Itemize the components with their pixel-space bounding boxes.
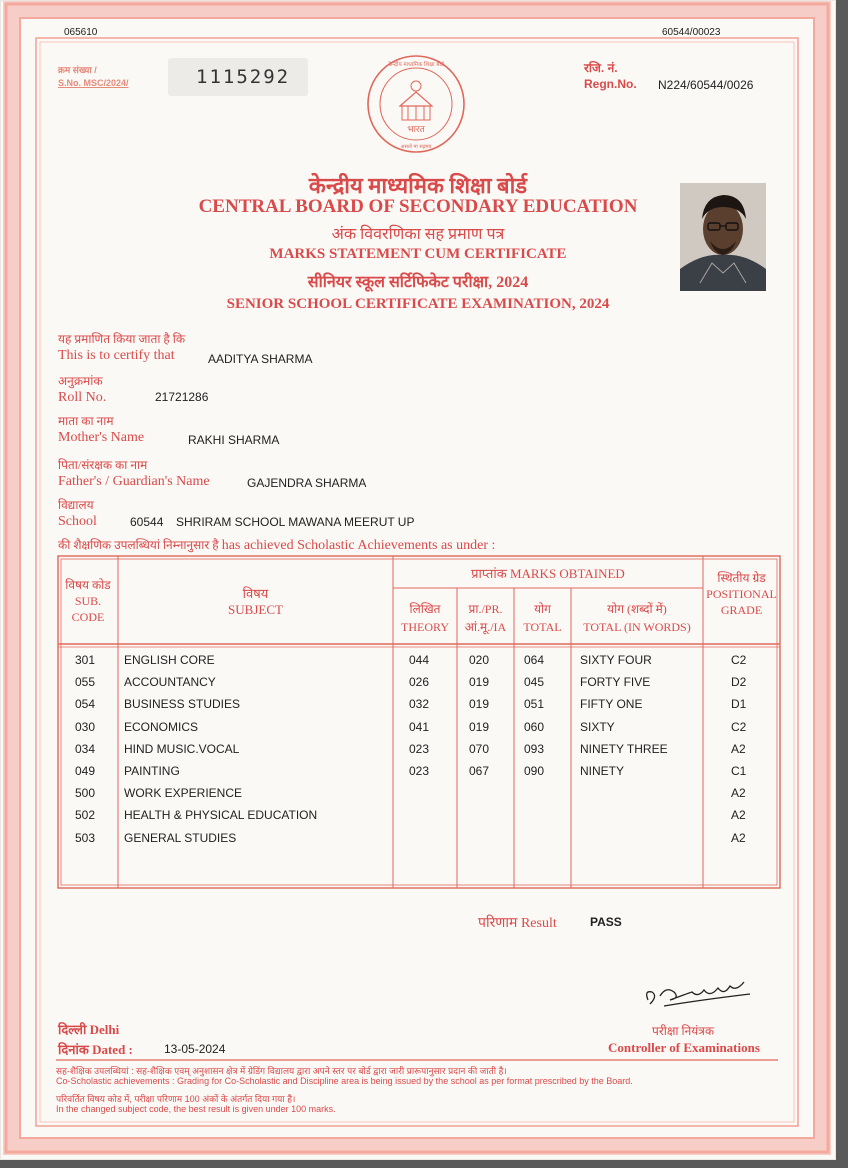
header-sub-code-en2: CODE (71, 610, 105, 624)
header-grade-hi: स्थितीय ग्रेड (717, 571, 766, 585)
school-name: SHRIRAM SCHOOL MAWANA MEERUT UP (176, 515, 415, 529)
cell-total-words: NINETY (580, 764, 625, 778)
emblem-motto: असतो मा सद्गमय (400, 144, 432, 150)
cell-practical: 019 (469, 675, 490, 690)
cell-theory: 032 (409, 697, 430, 712)
serial-left: 065610 (64, 27, 98, 38)
header-sub-code (60, 577, 116, 625)
school-label-hi: विद्यालय (58, 498, 94, 512)
cell-total: 090 (524, 764, 545, 778)
header-subject (118, 586, 393, 618)
mother-name: RAKHI SHARMA (188, 433, 280, 447)
cell-practical: 019 (469, 697, 490, 712)
cell-grade: A2 (731, 830, 746, 845)
dated-label-hi: दिनांक (58, 1042, 89, 1057)
school-label-en: School (58, 514, 97, 529)
father-name: GAJENDRA SHARMA (247, 476, 367, 490)
controller-label-hi: परीक्षा नियंत्रक (652, 1024, 715, 1038)
cell-total: 064 (524, 653, 545, 667)
cell-practical: 019 (469, 719, 490, 734)
header-subject-hi: विषय (242, 586, 269, 601)
mother-label-hi: माता का नाम (58, 414, 114, 428)
cell-sub-code: 034 (75, 741, 96, 756)
header-total-en: TOTAL (523, 620, 562, 634)
emblem-board-name: केन्द्रीय माध्यमिक शिक्षा बोर्ड (388, 62, 444, 68)
cell-grade: D1 (731, 697, 747, 712)
cell-total-words: NINETY THREE (580, 741, 668, 756)
board-name-en: CENTRAL BOARD OF SECONDARY EDUCATION (198, 196, 638, 217)
header-total-hi: योग (534, 602, 551, 616)
header-grade-en2: GRADE (720, 603, 763, 617)
doc-title-hi: अंक विवरणिका सह प्रमाण पत्र (331, 226, 505, 243)
result-label-hi: परिणाम (478, 916, 518, 931)
achievement-line-hi: की शैक्षणिक उपलब्धियां निम्नानुसार है (58, 538, 219, 552)
cell-subject: ACCOUNTANCY (124, 675, 216, 690)
cell-subject: BUSINESS STUDIES (124, 697, 241, 712)
achievement-line-en: has achieved Scholastic Achievements as under : (221, 538, 496, 553)
cell-total: 093 (524, 741, 545, 756)
cell-total-words: SIXTY (580, 719, 615, 734)
header-total-words-en: TOTAL (IN WORDS) (583, 620, 691, 634)
cell-grade: A2 (731, 808, 746, 823)
dated-label (58, 1040, 133, 1058)
footnote-changed-code-hi: परिवर्तित विषय कोड में, परीक्षा परिणाम 100 अंकों के अंतर्गत दिया गया है। (56, 1094, 296, 1104)
cell-sub-code: 503 (75, 830, 96, 845)
cell-practical: 067 (469, 764, 490, 778)
cell-theory: 023 (409, 741, 430, 756)
cell-subject: HIND MUSIC.VOCAL (124, 741, 240, 756)
school-code: 60544 (130, 515, 164, 529)
header-practical (457, 600, 514, 636)
result-value: PASS (590, 915, 622, 929)
cell-grade: C2 (731, 653, 747, 667)
roll-number: 21721286 (155, 390, 209, 404)
cell-theory: 041 (409, 719, 430, 734)
cell-grade: D2 (731, 675, 747, 690)
emblem-bharat: भारत (407, 125, 425, 135)
issue-date: 13-05-2024 (164, 1042, 226, 1056)
cell-theory: 023 (409, 764, 430, 778)
cell-subject: ECONOMICS (124, 719, 199, 734)
cell-total-words: FIFTY ONE (580, 697, 643, 712)
serial-no-value: 1115292 (196, 66, 291, 88)
father-label-hi: पिता/संरक्षक का नाम (58, 458, 148, 472)
roll-label-hi: अनुक्रमांक (58, 374, 103, 388)
cell-grade: C1 (731, 764, 747, 778)
header-practical-hi: प्रा./PR. (468, 602, 503, 616)
header-theory-hi: लिखित (409, 602, 441, 616)
regn-label-hi: रजि. नं. (584, 61, 618, 75)
dated-label-en: Dated : (92, 1042, 133, 1057)
mother-label-en: Mother's Name (58, 430, 145, 445)
result-label (478, 913, 557, 932)
cell-subject: ENGLISH CORE (124, 653, 215, 667)
cell-grade: A2 (731, 786, 746, 801)
cell-total-words: FORTY FIVE (580, 675, 651, 690)
cell-sub-code: 054 (75, 697, 96, 712)
regn-label-en: Regn.No. (584, 77, 637, 91)
cell-subject: HEALTH & PHYSICAL EDUCATION (124, 808, 318, 823)
doc-title-en: MARKS STATEMENT CUM CERTIFICATE (269, 246, 567, 262)
cell-total: 045 (524, 675, 545, 690)
place-en: Delhi (89, 1022, 120, 1037)
footnote-co-scholastic-hi: सह-शैक्षिक उपलब्धियां : सह-शैक्षिक एवम् अनुशासन क्षेत्र में ग्रेडिंग विद्यालय द्वारा अपने स्तर पर बोर्ड द्वारा जारी प्रारूपानुसार प्रदान की जाती है। (56, 1066, 507, 1076)
place-hi: दिल्ली (58, 1022, 87, 1037)
cell-sub-code: 055 (75, 675, 96, 690)
header-total (514, 600, 571, 636)
header-marks-obtained (393, 564, 703, 582)
place (58, 1020, 119, 1038)
regn-value: N224/60544/0026 (658, 78, 754, 92)
board-name-hi: केन्द्रीय माध्यमिक शिक्षा बोर्ड (308, 173, 528, 198)
controller-label-en: Controller of Examinations (608, 1040, 760, 1055)
controller-signature (640, 970, 760, 1012)
cell-grade: C2 (731, 719, 747, 734)
cell-total: 060 (524, 719, 545, 734)
footnote-changed-code-en: In the changed subject code, the best result is given under 100 marks. (56, 1104, 336, 1114)
cell-total-words: SIXTY FOUR (580, 653, 652, 667)
cell-theory: 044 (409, 653, 430, 667)
cell-sub-code: 500 (75, 786, 96, 801)
cell-theory: 026 (409, 675, 430, 690)
header-sub-code-en1: SUB. (74, 594, 102, 608)
header-practical-en: आं.मू./IA (464, 620, 507, 634)
cell-total: 051 (524, 697, 545, 712)
cell-subject: GENERAL STUDIES (124, 830, 237, 845)
cell-sub-code: 049 (75, 764, 96, 778)
cell-practical: 020 (469, 653, 490, 667)
roll-label-en: Roll No. (58, 390, 107, 405)
certify-label-en: This is to certify that (58, 348, 175, 363)
result-label-en: Result (520, 916, 557, 931)
serial-right: 60544/00023 (662, 27, 721, 38)
header-theory (393, 600, 457, 636)
father-label-en: Father's / Guardian's Name (58, 474, 210, 489)
cell-grade: A2 (731, 741, 746, 756)
cell-sub-code: 301 (75, 653, 96, 667)
cell-practical: 070 (469, 741, 490, 756)
header-subject-en: SUBJECT (228, 602, 283, 617)
serial-no-label-hi: क्रम संख्या / (58, 65, 97, 75)
footnote-co-scholastic-en: Co-Scholastic achievements : Grading for Co-Scholastic and Discipline area is being issued by the school as per format prescribed by the Board. (56, 1076, 633, 1086)
certify-label-hi: यह प्रमाणित किया जाता है कि (58, 332, 186, 346)
exam-name-en: SENIOR SCHOOL CERTIFICATE EXAMINATION, 2024 (226, 296, 610, 312)
header-grade-en1: POSITIONAL (706, 587, 777, 601)
header-total-words-hi: योग (शब्दों में) (607, 602, 667, 616)
header-marks-en: MARKS OBTAINED (509, 566, 625, 581)
header-total-words (571, 600, 703, 636)
cell-subject: PAINTING (124, 764, 180, 778)
header-grade (703, 570, 780, 618)
header-marks-hi: प्राप्तांक (471, 566, 507, 581)
header-theory-en: THEORY (401, 620, 449, 634)
footer-rule (56, 1058, 778, 1062)
serial-no-label-en: S.No. MSC/2024/ (58, 78, 129, 88)
header-sub-code-hi: विषय कोड (65, 578, 111, 592)
cell-sub-code: 030 (75, 719, 96, 734)
cell-sub-code: 502 (75, 808, 96, 823)
candidate-name: AADITYA SHARMA (208, 352, 313, 366)
exam-name-hi: सीनियर स्कूल सर्टिफिकेट परीक्षा, 2024 (307, 274, 529, 291)
cell-subject: WORK EXPERIENCE (124, 786, 243, 801)
